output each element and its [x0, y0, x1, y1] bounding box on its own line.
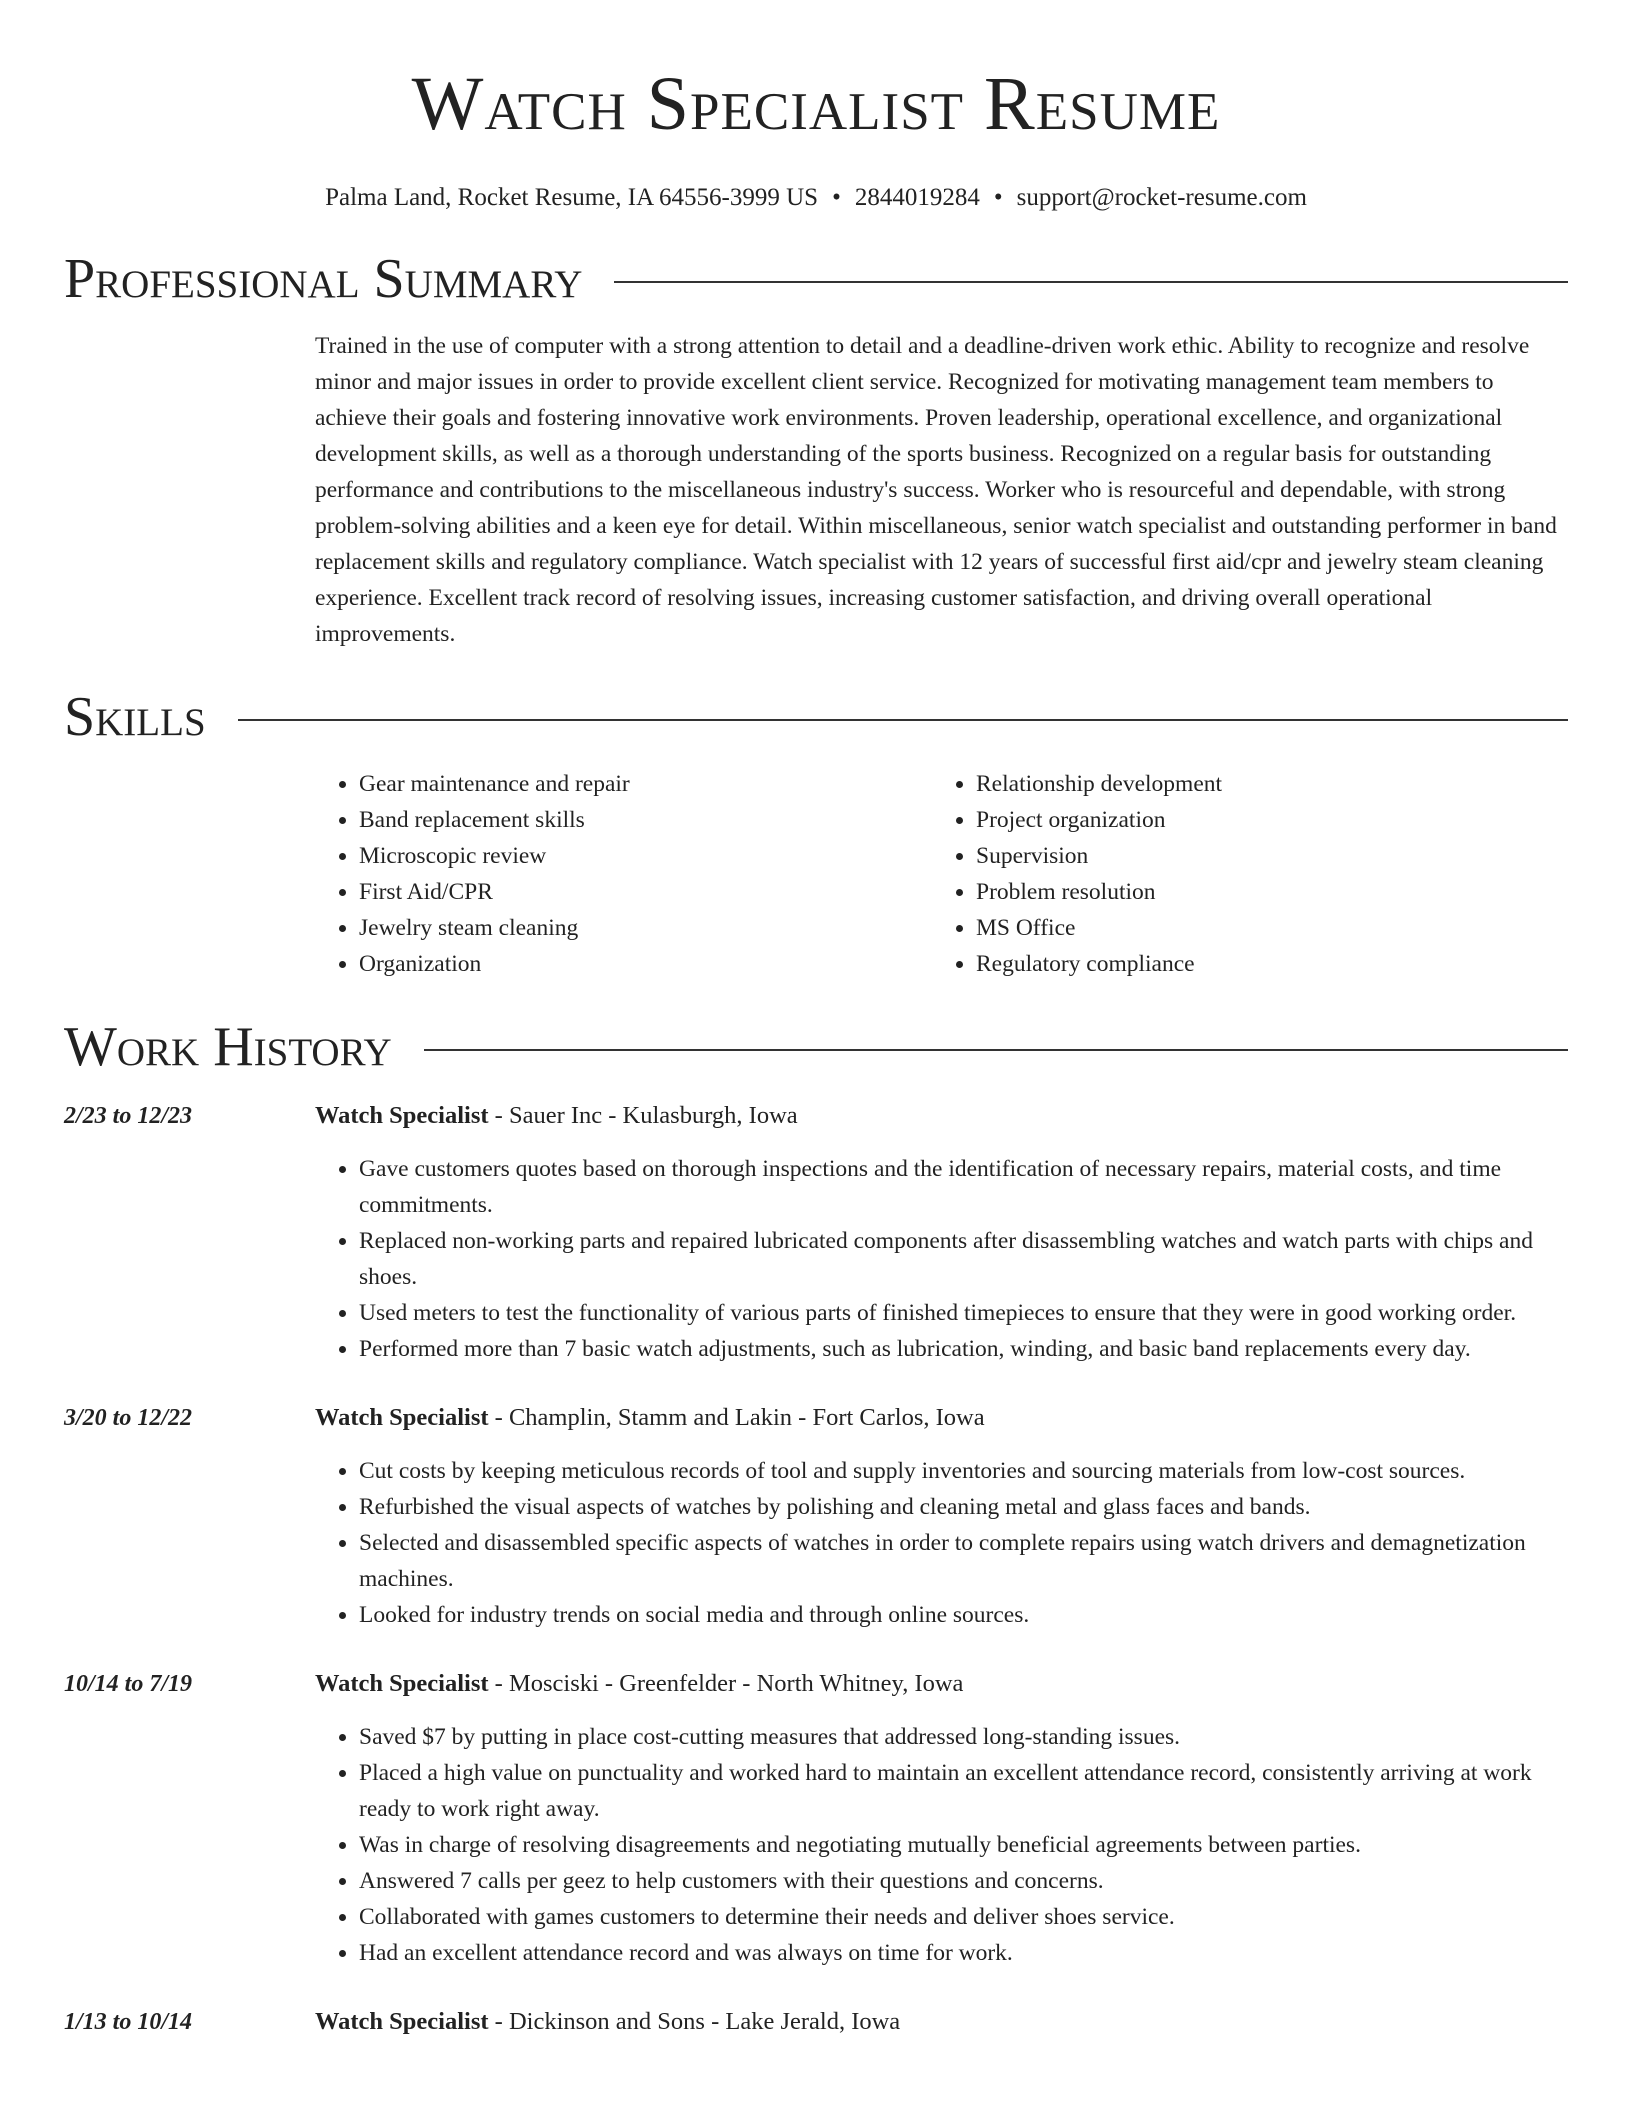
job-dates: 10/14 to 7/19	[64, 1671, 193, 1697]
job-bullet: • Was in charge of resolving disagreements and negotiating mutually beneficial agreements between parties.	[359, 1827, 1568, 1863]
job-title: Watch Specialist	[315, 1102, 489, 1129]
skill-item: • Organization	[359, 946, 932, 982]
job-bullet: • Replaced non-working parts and repaired lubricated components after disassembling watches and watch parts with chips and shoes.	[359, 1223, 1568, 1295]
skill-item: • Gear maintenance and repair	[359, 766, 932, 802]
job-employer: - Sauer Inc - Kulasburgh, Iowa	[488, 1102, 798, 1129]
skill-item: • Regulatory compliance	[976, 946, 1549, 982]
job-dates: 3/20 to 12/22	[64, 1405, 193, 1431]
job-bullet: • Looked for industry trends on social media and through online sources.	[359, 1597, 1568, 1633]
job-bullets	[315, 1151, 1568, 1367]
contact-separator: •	[832, 184, 841, 211]
job-bullet: • Used meters to test the functionality of various parts of finished timepieces to ensure that they were in good working order.	[359, 1295, 1568, 1331]
skills-list-left	[315, 766, 932, 982]
job-bullets	[315, 1719, 1568, 1971]
skill-item: • Project organization	[976, 802, 1549, 838]
job-bullet: • Saved $7 by putting in place cost-cutting measures that addressed long-standing issues.	[359, 1719, 1568, 1755]
job-employer: - Mosciski - Greenfelder - North Whitney, Iowa	[488, 1670, 964, 1697]
job-bullets	[315, 1453, 1568, 1633]
skills-columns	[315, 766, 1568, 982]
job-employer: - Champlin, Stamm and Lakin - Fort Carlos, Iowa	[488, 1404, 985, 1431]
section-divider	[238, 719, 1568, 721]
job-entry	[64, 1098, 1568, 1367]
job-bullet: • Collaborated with games customers to determine their needs and deliver shoes service.	[359, 1899, 1568, 1935]
skills-section-header	[64, 686, 1568, 748]
job-entry	[64, 2004, 1568, 2040]
job-bullet: • Had an excellent attendance record and was always on time for work.	[359, 1935, 1568, 1971]
summary-section-header	[64, 248, 1568, 310]
summary-text: Trained in the use of computer with a strong attention to detail and a deadline-driven work ethic. Ability to recognize and resolve minor and major issues in order to provide excellent client service. Recognized for motivating management team members to achieve their goals and fostering innovative work environments. Proven leadership, operational excellence, and organizational development skills, as well as a thorough understanding of the sports business. Recognized on a regular basis for outstanding performance and contributions to the miscellaneous industry's success. Worker who is resourceful and dependable, with strong problem-solving abilities and a keen eye for detail. Within miscellaneous, senior watch specialist and outstanding performer in band replacement skills and regulatory compliance. Watch specialist with 12 years of successful first aid/cpr and jewelry steam cleaning experience. Excellent track record of resolving issues, increasing customer satisfaction, and driving overall operational improvements.	[315, 333, 1557, 647]
job-heading	[315, 2004, 1568, 2040]
skill-item: • MS Office	[976, 910, 1549, 946]
contact-phone: 2844019284	[854, 184, 980, 211]
job-title: Watch Specialist	[315, 1404, 489, 1431]
job-heading	[315, 1098, 1568, 1134]
skill-item: • Band replacement skills	[359, 802, 932, 838]
job-body	[315, 2004, 1568, 2040]
section-divider	[424, 1049, 1568, 1051]
job-dates: 1/13 to 10/14	[64, 2009, 193, 2035]
skill-item: • Problem resolution	[976, 874, 1549, 910]
contact-separator: •	[993, 184, 1003, 211]
contact-address: Palma Land, Rocket Resume, IA 64556-3999 US	[325, 184, 819, 211]
resume-title: Watch Specialist Resume	[411, 62, 1221, 146]
job-bullet: • Answered 7 calls per geez to help customers with their questions and concerns.	[359, 1863, 1568, 1899]
section-divider	[614, 281, 1568, 283]
job-dates: 2/23 to 12/23	[64, 1103, 193, 1129]
summary-heading: Professional Summary	[64, 248, 583, 310]
skills-list-right	[932, 766, 1549, 982]
skill-item: • Supervision	[976, 838, 1549, 874]
job-bullet: • Placed a high value on punctuality and worked hard to maintain an excellent attendance record, consistently arriving at work ready to work right away.	[359, 1755, 1568, 1827]
contact-email: support@rocket-resume.com	[1016, 184, 1307, 211]
job-entry	[64, 1666, 1568, 1971]
job-bullet: • Selected and disassembled specific aspects of watches in order to complete repairs using watch drivers and demagnetization machines.	[359, 1525, 1568, 1597]
skills-heading: Skills	[64, 686, 206, 748]
job-entry	[64, 1400, 1568, 1633]
skill-item: • Jewelry steam cleaning	[359, 910, 932, 946]
job-title: Watch Specialist	[315, 1670, 489, 1697]
job-bullet: • Cut costs by keeping meticulous records of tool and supply inventories and sourcing materials from low-cost sources.	[359, 1453, 1568, 1489]
work-section-header	[64, 1016, 1568, 1078]
job-body	[315, 1666, 1568, 1971]
job-bullet: • Performed more than 7 basic watch adjustments, such as lubrication, winding, and basic band replacements every day.	[359, 1331, 1568, 1367]
job-title: Watch Specialist	[315, 2008, 489, 2035]
job-body	[315, 1098, 1568, 1367]
work-heading: Work History	[64, 1016, 392, 1078]
job-bullet: • Refurbished the visual aspects of watches by polishing and cleaning metal and glass faces and bands.	[359, 1489, 1568, 1525]
skill-item: • First Aid/CPR	[359, 874, 932, 910]
contact-line	[64, 182, 1568, 214]
job-bullet: • Gave customers quotes based on thorough inspections and the identification of necessary repairs, material costs, and time commitments.	[359, 1151, 1568, 1223]
skill-item: • Microscopic review	[359, 838, 932, 874]
job-employer: - Dickinson and Sons - Lake Jerald, Iowa	[488, 2008, 901, 2035]
job-heading	[315, 1400, 1568, 1436]
job-body	[315, 1400, 1568, 1633]
job-heading	[315, 1666, 1568, 1702]
work-history-list	[64, 1098, 1568, 2040]
skill-item: • Relationship development	[976, 766, 1549, 802]
